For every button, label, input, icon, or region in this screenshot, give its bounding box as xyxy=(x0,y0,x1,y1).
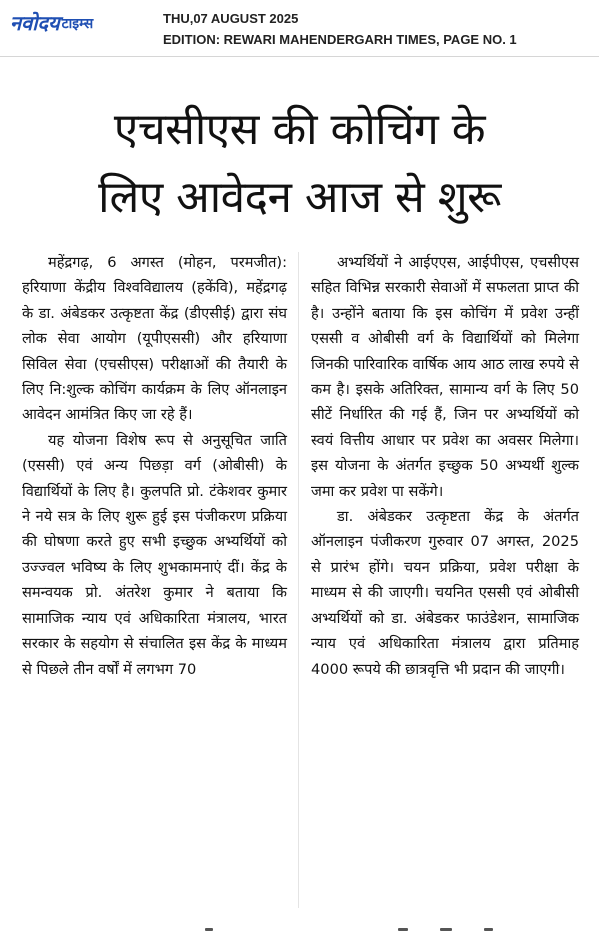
logo-text: नवोदय xyxy=(10,10,60,35)
page-header xyxy=(0,0,599,57)
headline-line-1: एचसीएस की कोचिंग के xyxy=(113,104,486,155)
logo-subtext: टाइम्स xyxy=(61,16,94,32)
next-article-edge xyxy=(0,926,599,936)
column-divider xyxy=(298,252,299,908)
paragraph: डा. अंबेडकर उत्कृष्टता केंद्र के अंतर्गत ऑनलाइन पंजीकरण गुरुवार 07 अगस्त, 2025 से प्रारंभ होंगे। चयन प्रक्रिया, प्रवेश परीक्षा के माध्यम से की जाएगी। चयनित एससी एवं ओबीसी अभ्यर्थियों को डा. अंबेडकर फाउंडेशन, सामाजिक न्याय एवं अधिकारिता मंत्रालय द्वारा प्रतिमाह 4000 रूपये की छात्रवृत्ति भी प्रदान की जाएगी। xyxy=(311,508,579,678)
cropped-text-fragment xyxy=(484,928,493,931)
cropped-text-fragment xyxy=(440,928,452,931)
paragraph: अभ्यर्थियों ने आईएएस, आईपीएस, एचसीएस सहित विभिन्न सरकारी सेवाओं में सफलता प्राप्त की है। उन्होंने बताया कि इस कोचिंग में प्रवेश उन्हीं एससी व ओबीसी वर्ग के विद्यार्थियों को मिलेगा जिनकी पारिवारिक वार्षिक आय आठ लाख रुपये से कम है। इसके अतिरिक्त, सामान्य वर्ग के लिए 50 सीटें निर्धारित की गई हैं, जिन पर अभ्यर्थियों को स्वयं वित्तीय आधार पर प्रवेश का अवसर मिलेगा। इस योजना के अंतर्गत इच्छुक 50 अभ्यर्थी शुल्क जमा कर प्रवेश पा सकेंगे। xyxy=(311,254,579,500)
paragraph: यह योजना विशेष रूप से अनुसूचित जाति (एससी) एवं अन्य पिछड़ा वर्ग (ओबीसी) के विद्यार्थियों के लिए है। कुलपति प्रो. टंकेशवर कुमार ने नये सत्र के लिए शुरू हुई इस पंजीकरण प्रक्रिया की घोषणा करते हुए सभी इच्छुक अभ्यर्थियों को उज्ज्वल भविष्य के लिए शुभकामनाएं दीं। केंद्र के समन्वयक प्रो. अंतरेश कुमार ने बताया कि सामाजिक न्याय एवं अधिकारिता मंत्रालय, भारत सरकार के सहयोग से संचालित इस केंद्र के माध्यम से पिछले तीन वर्षों में लगभग 70 xyxy=(22,431,287,678)
edition-line: EDITION: REWARI MAHENDERGARH TIMES, PAGE NO. 1 xyxy=(163,32,517,47)
article-column-right xyxy=(311,250,579,682)
publication-date: THU,07 AUGUST 2025 xyxy=(163,11,299,26)
cropped-text-fragment xyxy=(205,928,213,931)
article-column-left xyxy=(22,250,287,682)
cropped-text-fragment xyxy=(398,928,408,931)
edition-info xyxy=(163,8,593,50)
newspaper-logo xyxy=(10,8,152,36)
headline-line-2: लिए आवेदन आज से शुरू xyxy=(98,172,501,223)
article-headline xyxy=(0,96,599,232)
paragraph: महेंद्रगढ़, 6 अगस्त (मोहन, परमजीत): हरियाणा केंद्रीय विश्वविद्यालय (हकेंवि), महेंद्रगढ़ के डा. अंबेडकर उत्कृष्टता केंद्र (डीएसीई) द्वारा संघ लोक सेवा आयोग (यूपीएससी) और हरियाणा सिविल सेवा (एचसीएस) परीक्षाओं की तैयारी के लिए नि:शुल्क कोचिंग कार्यक्रम के लिए ऑनलाइन आवेदन आमंत्रित किए जा रहे हैं। xyxy=(22,254,287,424)
